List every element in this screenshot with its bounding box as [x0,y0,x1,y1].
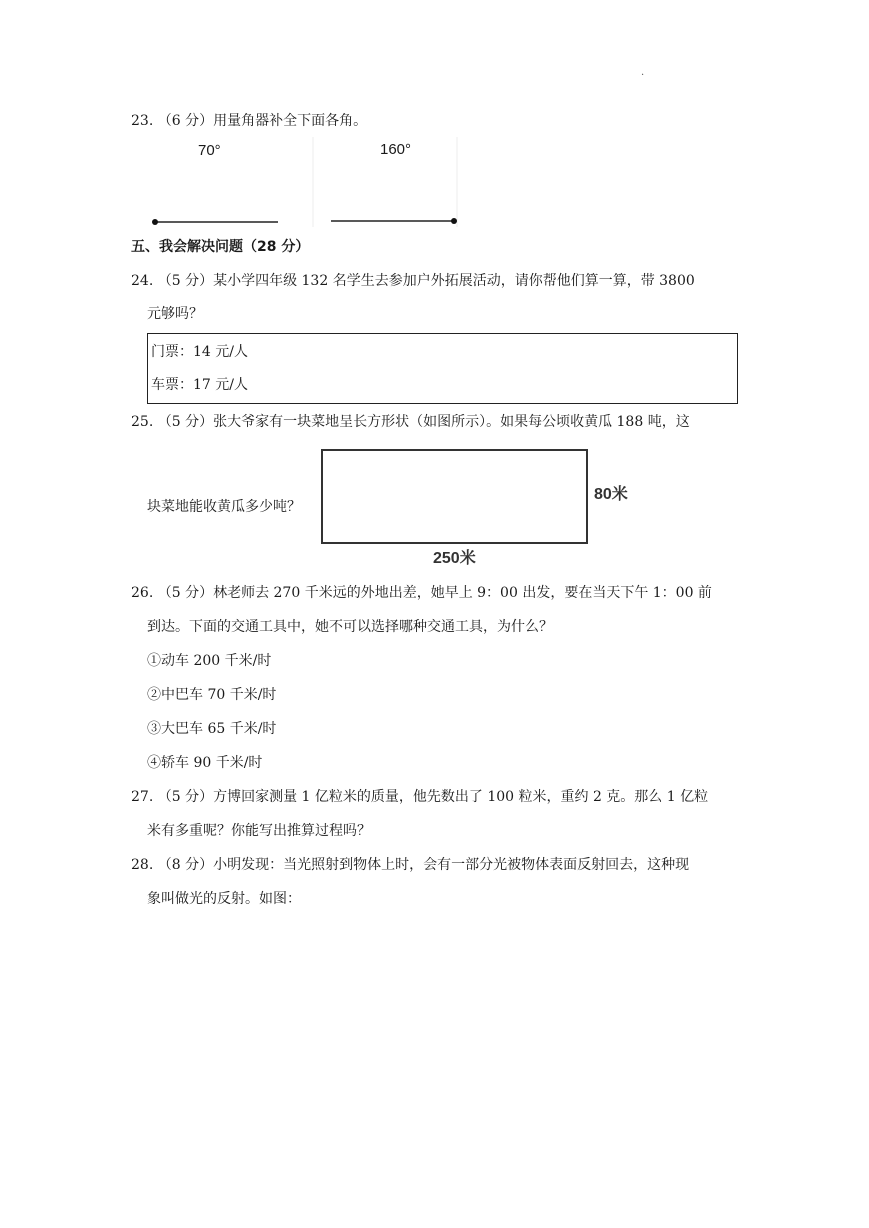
field-length-label: 250米 [433,550,476,567]
q23-text: 23. （6 分）用量角器补全下面各角。 [131,113,368,129]
q24-line2: 元够吗？ [147,306,203,322]
q26-option-2: ②中巴车 70 千米/时 [147,687,277,703]
q27-line1: 27. （5 分）方博回家测量 1 亿粒米的质量，他先数出了 100 粒米，重约 2 克。那么 1 亿粒 [131,789,709,805]
q28-line1: 28. （8 分）小明发现：当光照射到物体上时，会有一部分光被物体表面反射回去，这种现 [131,857,690,873]
q26-option-3: ③大巴车 65 千米/时 [147,721,277,737]
bus-price: 车票：17 元/人 [151,377,248,393]
vertex-160 [451,218,457,224]
q23-angle1-label: 70° [198,142,221,159]
q23-angle-rays [145,135,465,230]
q24-line1: 24. （5 分）某小学四年级 132 名学生去参加户外拓展活动，请你帮他们算一算，带 3800 [131,273,695,289]
q26-line2: 到达。下面的交通工具中，她不可以选择哪种交通工具，为什么？ [147,619,553,635]
vertex-70 [152,219,158,225]
page-mark: . [641,67,645,78]
field-rectangle [321,449,588,544]
q28-line2: 象叫做光的反射。如图： [147,891,301,907]
q27-line2: 米有多重呢？你能写出推算过程吗？ [147,823,371,839]
ticket-price: 门票：14 元/人 [151,344,248,360]
q23-angle2-label: 160° [380,141,412,158]
field-width-label: 80米 [594,486,628,503]
q25-line2: 块菜地能收黄瓜多少吨？ [147,499,301,515]
q26-option-4: ④轿车 90 千米/时 [147,755,263,771]
q26-line1: 26. （5 分）林老师去 270 千米远的外地出差，她早上 9：00 出发，要在当天下午 1：00 前 [131,585,712,601]
section-title: 五、我会解决问题（28 分） [131,239,310,255]
q25-line1: 25. （5 分）张大爷家有一块菜地呈长方形状（如图所示）。如果每公顷收黄瓜 188 吨，这 [131,414,690,430]
q26-option-1: ①动车 200 千米/时 [147,653,272,669]
